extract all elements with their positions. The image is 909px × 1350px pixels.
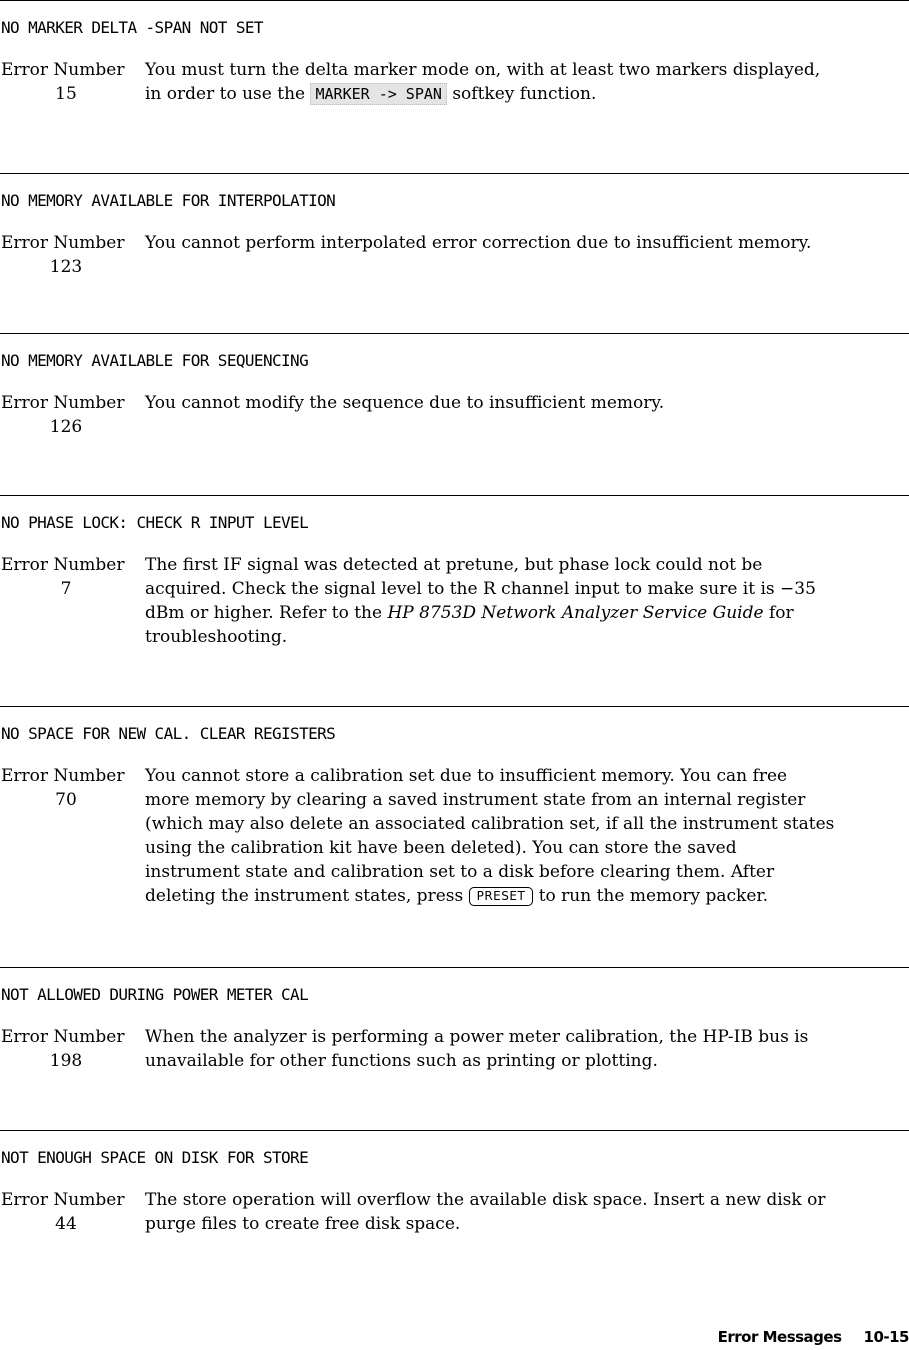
marker-span-softkey: MARKER -> SPAN <box>310 83 446 105</box>
divider <box>0 706 909 707</box>
error-number: 70 <box>55 790 77 810</box>
error-description: You cannot modify the sequence due to insufficient memory. <box>145 393 665 413</box>
divider <box>0 495 909 496</box>
divider <box>0 0 909 1</box>
error-title: NOT ALLOWED DURING POWER METER CAL <box>1 985 309 1004</box>
error-title: NO MEMORY AVAILABLE FOR SEQUENCING <box>1 351 309 370</box>
error-number: 15 <box>55 84 77 104</box>
service-guide-title: HP 8753D Network Analyzer Service Guide <box>387 603 764 623</box>
page-footer <box>718 1328 909 1346</box>
error-title: NO SPACE FOR NEW CAL. CLEAR REGISTERS <box>1 724 336 743</box>
error-number-label: Error Number <box>1 1027 125 1047</box>
divider <box>0 1130 909 1131</box>
divider <box>0 173 909 174</box>
error-number: 198 <box>49 1051 83 1071</box>
error-description: The store operation will overflow the available disk space. Insert a new disk or purge files to create free disk space. <box>145 1190 826 1234</box>
error-description: You must turn the delta marker mode on, with at least two markers displayed, in order to use the MARKER -> SPAN softkey function. <box>145 60 821 104</box>
error-number: 44 <box>55 1214 77 1234</box>
error-title: NOT ENOUGH SPACE ON DISK FOR STORE <box>1 1148 309 1167</box>
error-number-label: Error Number <box>1 766 125 786</box>
error-title: NO PHASE LOCK: CHECK R INPUT LEVEL <box>1 513 309 532</box>
error-number-label: Error Number <box>1 60 125 80</box>
error-number-label: Error Number <box>1 233 125 253</box>
error-description: The first IF signal was detected at pretune, but phase lock could not be acquired. Check the signal level to the R channel input to make sure it is −35 dBm or higher. Refer to the HP 8753D Network Analyzer Service Guide for troubleshooting. <box>145 555 816 647</box>
error-number: 123 <box>49 257 83 277</box>
error-number: 126 <box>49 417 83 437</box>
divider <box>0 333 909 334</box>
error-title: NO MEMORY AVAILABLE FOR INTERPOLATION <box>1 191 336 210</box>
error-number-label: Error Number <box>1 555 125 575</box>
error-description: You cannot perform interpolated error correction due to insufficient memory. <box>145 233 812 253</box>
preset-hardkey: PRESET <box>469 887 534 906</box>
footer-section-title: Error Messages <box>717 1328 842 1346</box>
divider <box>0 967 909 968</box>
error-number-label: Error Number <box>1 393 125 413</box>
error-number: 7 <box>60 579 72 599</box>
error-title: NO MARKER DELTA -SPAN NOT SET <box>1 18 263 37</box>
page-number: 10-15 <box>863 1328 909 1346</box>
error-description: You cannot store a calibration set due to insufficient memory. You can free more memory by clearing a saved instrument state from an internal register (which may also delete an associated calibration set, if all the instrument states using the calibration kit have been deleted). You can store the saved instrument state and calibration set to a disk before clearing them. After deleting the instrument states, press PRESET to run the memory packer. <box>145 766 835 906</box>
error-number-label: Error Number <box>1 1190 125 1210</box>
error-description: When the analyzer is performing a power meter calibration, the HP-IB bus is unavailable for other functions such as printing or plotting. <box>145 1027 809 1071</box>
